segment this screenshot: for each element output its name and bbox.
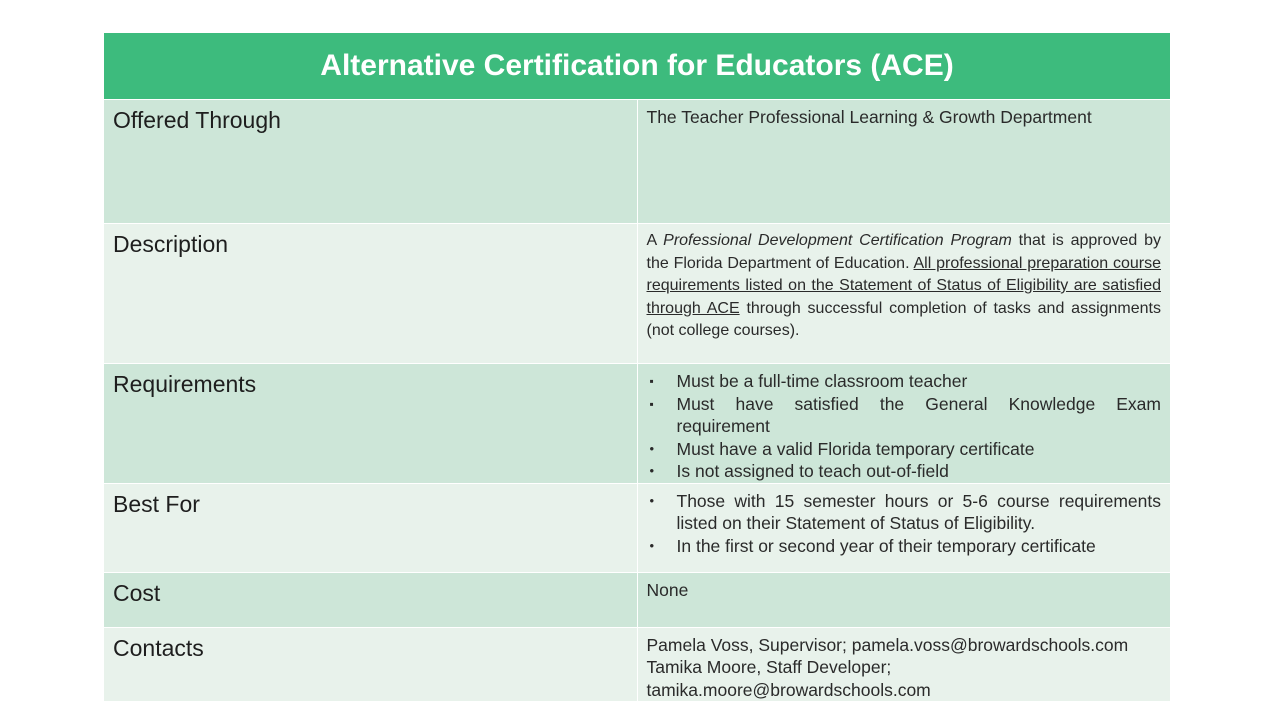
description-value <box>637 224 1171 364</box>
desc-underlined: All professional preparation course requirements listed on the Statement of Status of Eligibility are satisfied through ACE <box>646 254 1162 317</box>
desc-italic: Professional Development Certification Program <box>663 232 1012 249</box>
desc-suffix: through successful completion of tasks and assignments (not college courses). <box>646 299 1162 339</box>
offered-through-value: The Teacher Professional Learning & Growth Department <box>637 100 1171 224</box>
desc-prefix: A <box>646 232 664 249</box>
cost-value: None <box>637 572 1171 627</box>
row-best-for <box>104 483 1171 572</box>
square-bullet-icon: ▪ <box>649 374 654 388</box>
row-requirements <box>104 364 1171 484</box>
list-item: ▪ Must have satisfied the General Knowledge Exam requirement <box>649 393 1161 436</box>
header-row <box>104 33 1171 100</box>
ace-info-table <box>103 32 1171 702</box>
list-item: • Must have a valid Florida temporary certificate <box>649 438 1035 459</box>
list-item: • Those with 15 semester hours or 5-6 course requirements listed on their Statement of Status of Eligibility. <box>649 490 1161 533</box>
row-label: Description <box>104 224 638 364</box>
row-label: Requirements <box>104 364 638 484</box>
list-item: • In the first or second year of their temporary certificate <box>649 535 1096 556</box>
contact-line: Tamika Moore, Staff Developer; tamika.moore@browardschools.com <box>646 657 931 700</box>
contact-line: Pamela Voss, Supervisor; pamela.voss@browardschools.com <box>646 634 1129 655</box>
round-bullet-icon: • <box>649 492 655 508</box>
row-offered-through <box>104 100 1171 224</box>
desc-middle: that is approved by the Florida Department of Education. <box>646 232 1162 272</box>
list-item: ▪ Must be a full-time classroom teacher <box>649 371 968 391</box>
best-for-list <box>647 490 1162 558</box>
row-label: Cost <box>104 572 638 627</box>
row-label: Best For <box>104 483 638 572</box>
contacts-value <box>637 627 1171 702</box>
row-description <box>104 224 1171 364</box>
round-bullet-icon: • <box>649 440 655 456</box>
row-contacts <box>104 627 1171 702</box>
square-bullet-icon: ▪ <box>649 396 654 411</box>
row-label: Offered Through <box>104 100 638 224</box>
table-title: Alternative Certification for Educators (ACE) <box>104 33 1171 100</box>
row-label: Contacts <box>104 627 638 702</box>
row-cost <box>104 572 1171 627</box>
round-bullet-icon: • <box>649 463 655 478</box>
round-bullet-icon: • <box>649 537 655 553</box>
requirements-list <box>647 370 1162 483</box>
list-item: • Is not assigned to teach out-of-field <box>649 461 949 481</box>
best-for-value <box>637 483 1171 572</box>
requirements-value <box>637 364 1171 484</box>
description-text <box>647 230 1162 343</box>
